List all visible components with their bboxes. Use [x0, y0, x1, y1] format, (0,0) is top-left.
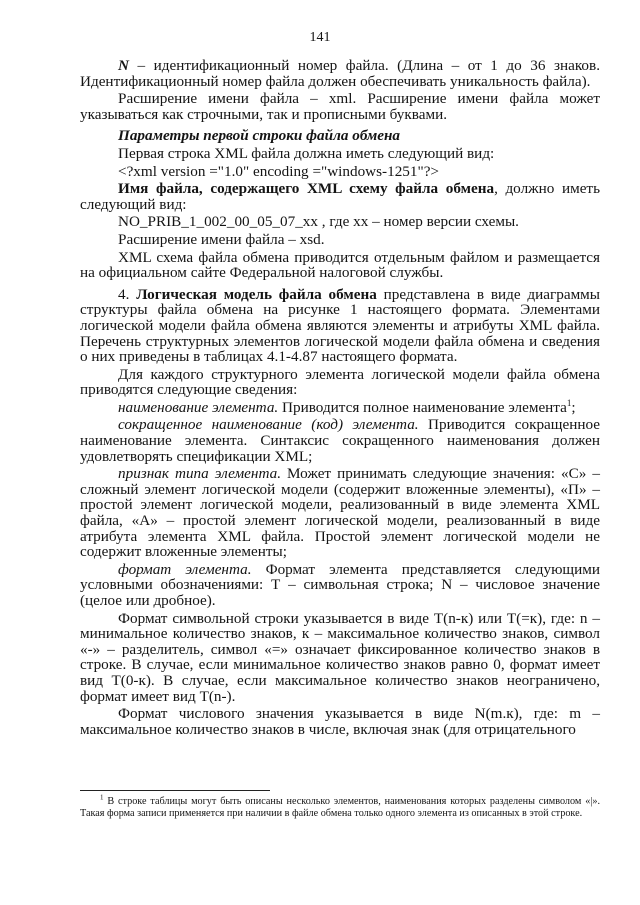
footnote-ref: 1 [566, 397, 572, 408]
element-format-italic: формат элемента. [118, 560, 252, 578]
file-id-label: N [118, 57, 129, 74]
paragraph-first-line-intro: Первая строка XML файла должна иметь следующий вид: [118, 144, 495, 162]
section-heading-first-line: Параметры первой строки файла обмена [118, 127, 401, 145]
file-id-text: – идентификационный номер файла. (Длина – от 1 до 36 знаков. Идентификационный номер файла должен обеспечивать уникальность файла). [80, 57, 600, 90]
logical-model-text: представлена в виде диаграммы структуры файла обмена на рисунке 1 настоящего формата. Элементами логической модели файла обмена являются элементы и атрибуты XML файла. Перечень структурных элементов логической модели файла обмена и сведения о них приведены в таблицах 4.1-4.87 настоящего формата. [80, 285, 600, 366]
paragraph-element-name [80, 397, 600, 416]
paragraph-number-format: Формат числового значения указывается в виде N(m.к), где: m – максимальное количество знаков в числе, включая знак (для отрицательного [80, 705, 600, 738]
page-body [80, 58, 600, 739]
paragraph-element-code [80, 417, 600, 464]
element-code-italic: сокращенное наименование (код) элемента. [118, 416, 419, 434]
element-format-text: Формат элемента представляется следующими условными обозначениями: Т – символьная строка; N – числовое значение (целое или дробное). [80, 560, 600, 609]
paragraph-schema-publication: XML схема файла обмена приводится отдельным файлом и размещается на официальном сайте Федеральной налоговой службы. [80, 248, 600, 282]
footnote-mark: 1 [100, 793, 104, 802]
footnote [80, 793, 600, 820]
element-name-text: Приводится полное наименование элемента [278, 398, 567, 416]
paragraph-file-id [80, 58, 600, 89]
footnote-text: В строке таблицы могут быть описаны несколько элементов, наименования которых разделены символом «|». Такая форма записи применяется при наличии в файле обмена только одного элемента из описанных в этой строке. [80, 796, 600, 819]
paragraph-element-type [80, 466, 600, 560]
paragraph-element-format [80, 562, 600, 609]
schema-file-bold: Имя файла, содержащего XML схему файла обмена [118, 180, 495, 198]
schema-file-text: , должно иметь следующий вид: [80, 180, 601, 213]
element-name-italic: наименование элемента. [118, 398, 279, 416]
xml-declaration: <?xml version ="1.0" encoding ="windows-1251"?> [118, 162, 439, 180]
schema-file-name: NO_PRIB_1_002_00_05_07_xx , где хх – номер версии схемы. [118, 213, 519, 231]
element-name-end: ; [571, 398, 576, 416]
paragraph-logical-model [80, 287, 600, 365]
element-type-italic: признак типа элемента. [118, 465, 281, 483]
paragraph-extension: Расширение имени файла – xml. Расширение имени файла может указываться как строчными, так и прописными буквами. [80, 90, 600, 123]
paragraph-string-format: Формат символьной строки указывается в виде Т(n-к) или Т(=к), где: n – минимальное количество знаков, к – максимальное количество знаков, символ «-» – разделитель, символ «=» означает фиксированное количество знаков в строке. В случае, если минимальное количество знаков равно 0, формат имеет вид Т(0-к). В случае, если максимальное количество знаков неограничено, формат имеет вид Т(n-). [80, 609, 600, 705]
paragraph-element-info-intro: Для каждого структурного элемента логической модели файла обмена приводятся следующие сведения: [80, 365, 600, 399]
logical-model-bold: Логическая модель файла обмена [136, 285, 377, 303]
element-code-text: Приводится сокращенное наименование элемента. Синтаксис сокращенного наименования должен удовлетворять спецификации XML; [80, 416, 600, 465]
paragraph-schema-file [80, 181, 600, 212]
section-number: 4. [118, 285, 137, 303]
paragraph-xsd-extension: Расширение имени файла – xsd. [118, 230, 325, 248]
footnote-divider [80, 790, 270, 791]
element-type-text: Может принимать следующие значения: «С» – сложный элемент логической модели (содержит вложенные элементы), «П» – простой элемент логической модели, реализованный в виде элемента XML файла, «А» – простой элемент логической модели, реализованный в виде атрибута элемента XML файла. Простой элемент логической модели не содержит вложенные элементы; [80, 465, 600, 561]
page-number: 141 [309, 30, 331, 45]
